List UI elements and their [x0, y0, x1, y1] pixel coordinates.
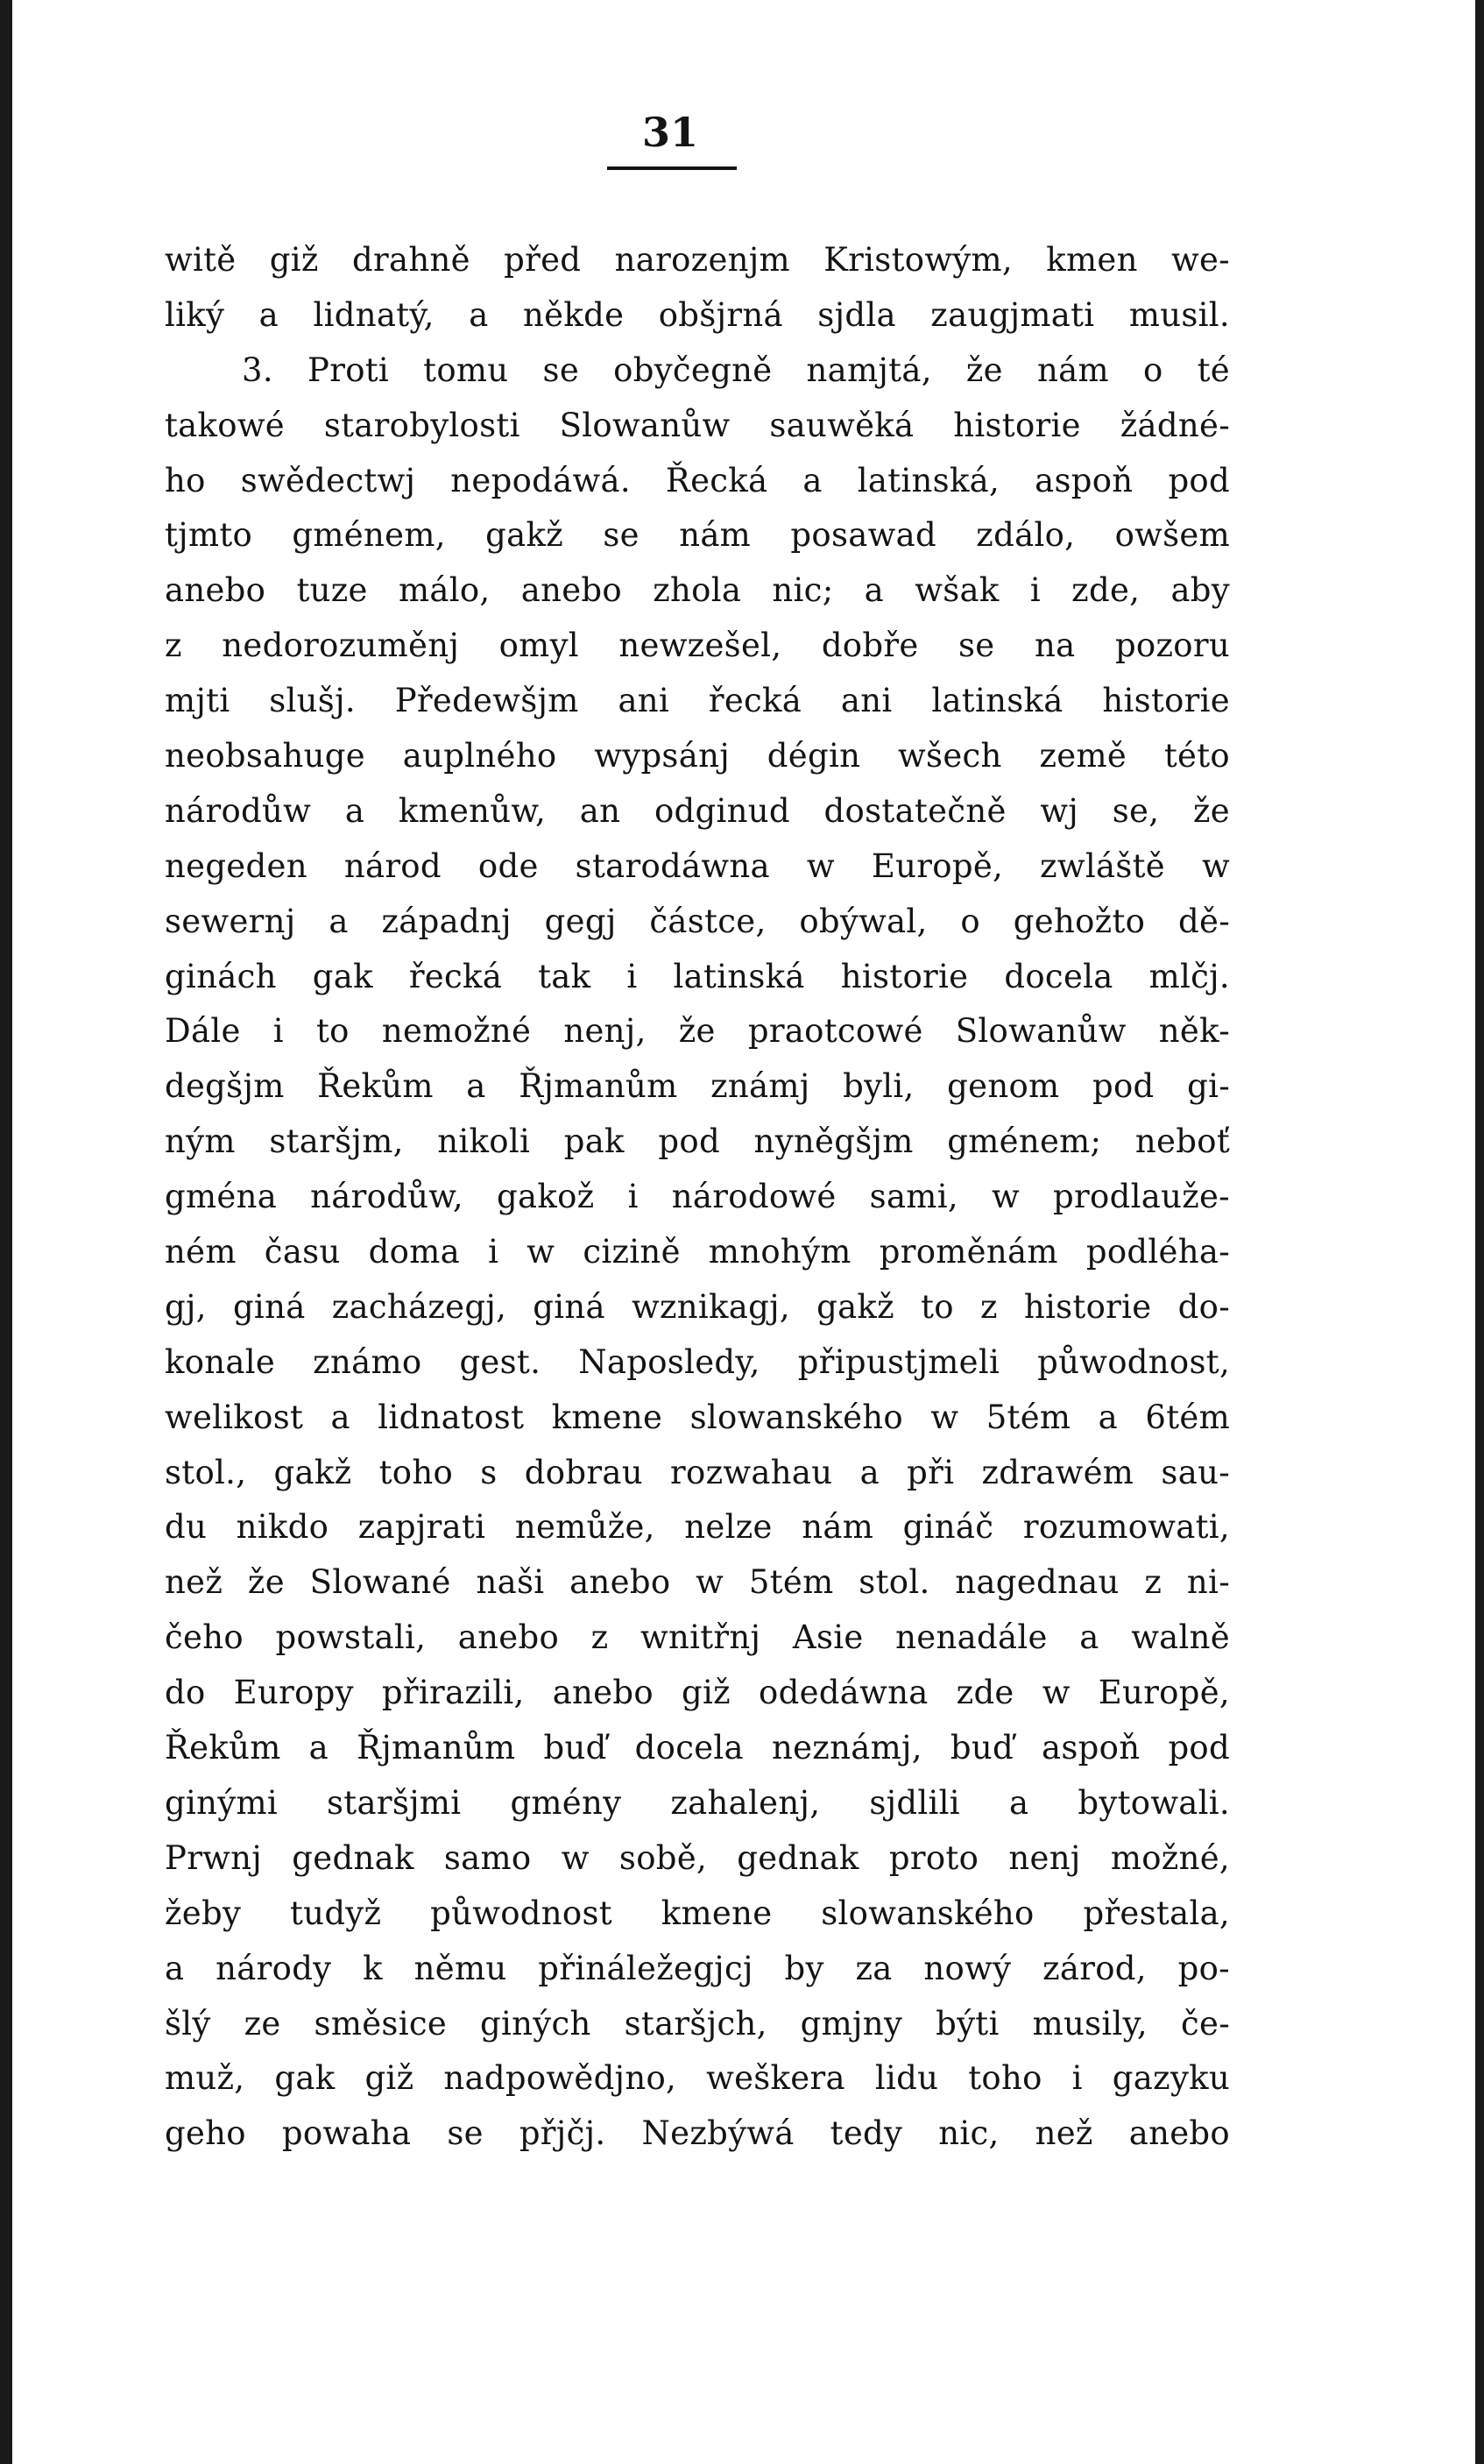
text-line: negeden národ ode starodáwna w Europě, zwláště w — [165, 846, 1230, 885]
text-line: šlý ze směsice giných staršjch, gmjny býti musily, če- — [165, 2004, 1230, 2043]
text-line: 3. Proti tomu se obyčegně namjtá, že nám o té — [242, 350, 1230, 389]
text-line: ném času doma i w cizině mnohým proměnám podléha- — [165, 1233, 1230, 1271]
text-line: liký a lidnatý, a někde obšjrná sjdla zaugjmati musil. — [165, 295, 1230, 334]
text-line: žeby tudyž půwodnost kmene slowanského přestala, — [165, 1894, 1230, 1932]
body-text — [165, 233, 1230, 2162]
text-line: Řekům a Řjmanům buď docela neznámj, buď aspoň pod — [165, 1729, 1230, 1767]
text-line: ným staršjm, nikoli pak pod nyněgšjm gménem; neboť — [165, 1122, 1230, 1161]
text-line: neobsahuge auplného wypsánj dégin wšech země této — [165, 737, 1230, 775]
text-line: národůw a kmenůw, an odginud dostatečně wj se, že — [165, 791, 1230, 830]
text-line: konale známo gest. Naposledy, připustjmeli půwodnost, — [165, 1342, 1230, 1381]
text-line: ginách gak řecká tak i latinská historie docela mlčj. — [165, 957, 1230, 995]
text-line: du nikdo zapjrati nemůže, nelze nám gináč rozumowati, — [165, 1508, 1230, 1547]
text-line: takowé starobylosti Slowanůw sauwěká historie žádné- — [165, 406, 1230, 444]
text-line: sewernj a západnj gegj částce, obýwal, o gehožto dě- — [165, 902, 1230, 940]
text-line: stol., gakž toho s dobrau rozwahau a při zdrawém sau- — [165, 1453, 1230, 1491]
text-line: z nedorozuměnj omyl newzešel, dobře se na pozoru — [165, 627, 1230, 665]
page-number: 31 — [642, 109, 699, 156]
text-line: mjti slušj. Předewšjm ani řecká ani latinská historie — [165, 682, 1230, 720]
text-line: tjmto gménem, gakž se nám posawad zdálo, owšem — [165, 516, 1230, 555]
scan-edge-right — [1475, 0, 1484, 2464]
text-line: ginými staršjmi gmény zahalenj, sjdlili a bytowali. — [165, 1783, 1230, 1822]
text-line: degšjm Řekům a Řjmanům známj byli, genom pod gi- — [165, 1067, 1230, 1106]
text-line: než že Slowané naši anebo w 5tém stol. nagednau z ni- — [165, 1563, 1230, 1602]
text-line: witě giž drahně před narozenjm Kristowým, kmen we- — [165, 241, 1230, 279]
scan-edge-left — [0, 0, 12, 2464]
text-line: gj, giná zacházegj, giná wznikagj, gakž to z historie do- — [165, 1287, 1230, 1326]
text-line: anebo tuze málo, anebo zhola nic; a wšak i zde, aby — [165, 571, 1230, 610]
text-line: welikost a lidnatost kmene slowanského w 5tém a 6tém — [165, 1398, 1230, 1436]
text-line: ho swědectwj nepodáwá. Řecká a latinská, aspoň pod — [165, 461, 1230, 499]
header-rule — [607, 166, 737, 170]
text-line: čeho powstali, anebo z wnitřnj Asie nenadále a walně — [165, 1618, 1230, 1657]
text-line: muž, gak giž nadpowědjno, weškera lidu toho i gazyku — [165, 2059, 1230, 2098]
text-line: a národy k němu přináležegjcj by za nowý zárod, po- — [165, 1949, 1230, 1987]
text-line: gména národůw, gakož i národowé sami, w prodlauže- — [165, 1178, 1230, 1216]
text-line: Prwnj gednak samo w sobě, gednak proto nenj možné, — [165, 1838, 1230, 1877]
text-line: Dále i to nemožné nenj, že praotcowé Slowanůw něk- — [165, 1012, 1230, 1051]
text-line: geho powaha se přjčj. Nezbýwá tedy nic, než anebo — [165, 2114, 1230, 2153]
text-line: do Europy přirazili, anebo giž odedáwna zde w Europě, — [165, 1674, 1230, 1712]
